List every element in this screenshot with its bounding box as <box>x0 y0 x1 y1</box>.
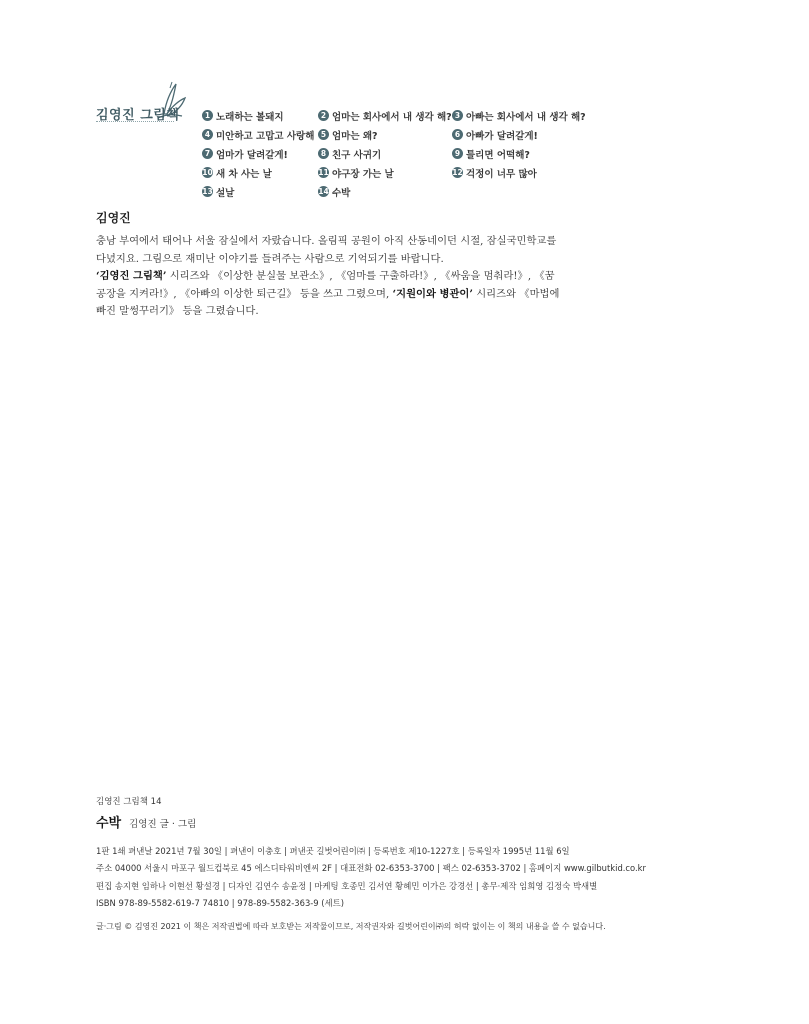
book-title: 엄마는 왜? <box>332 130 378 142</box>
book-number-badge: 9 <box>452 148 463 159</box>
book-title: 걱정이 너무 많아 <box>466 168 537 180</box>
book-number-badge: 8 <box>318 148 329 159</box>
series-item <box>452 128 622 142</box>
colophon-series: 김영진 그림책 14 <box>96 797 162 807</box>
series-title: 김영진 그림책 <box>96 108 180 123</box>
series-row <box>202 163 622 182</box>
book-number-badge: 4 <box>202 129 213 140</box>
book-number-badge: 12 <box>452 168 463 177</box>
series-item <box>202 128 318 142</box>
series-item <box>318 109 452 123</box>
author-bio <box>96 233 566 321</box>
book-number-badge: 2 <box>318 110 329 121</box>
series-item <box>318 185 452 199</box>
book-title: 아빠는 회사에서 내 생각 해? <box>466 111 586 123</box>
book-title: 노래하는 볼돼지 <box>216 111 284 123</box>
copyright-notice: 글·그림 © 김영진 2021 이 책은 저작권법에 따라 보호받는 저작물이므로, 저작권자와 길벗어린이㈜의 허락 없이는 이 책의 내용을 쓸 수 없습니다. <box>96 922 606 932</box>
book-number-badge: 5 <box>318 129 329 140</box>
publication-info: 1판 1쇄 펴낸날 2021년 7월 30일 | 펴낸이 이충호 | 펴낸곳 길벗어린이㈜ | 등록번호 제10-1227호 | 등록일자 1995년 11월 6일 <box>96 846 570 856</box>
series-title-underline <box>96 121 174 122</box>
series-item <box>202 147 318 161</box>
series-item <box>452 147 622 161</box>
series-item <box>318 128 452 142</box>
book-title: 친구 사귀기 <box>332 149 382 161</box>
bio-line: 다녔지요. 그림으로 재미난 이야기를 들려주는 사람으로 기억되기를 바랍니다. <box>96 252 444 265</box>
book-title: 엄마가 달려갈게! <box>216 149 288 161</box>
colophon-title-row <box>96 812 656 831</box>
book-title: 야구장 가는 날 <box>332 168 394 180</box>
series-row <box>202 144 622 163</box>
book-title: 엄마는 회사에서 내 생각 해? <box>332 111 452 123</box>
staff-info: 편집 송지현 임하나 이현선 황설경 | 디자인 김연수 송윤정 | 마케팅 호종민 김서연 황혜민 이가은 강경선 | 총무·제작 임희영 김정숙 박새별 <box>96 880 598 891</box>
book-title: 미안하고 고맙고 사랑해 <box>216 130 315 142</box>
bio-line: 충남 부여에서 태어나 서울 잠실에서 자랐습니다. 올림픽 공원이 아직 산동네이던 시절, 잠실국민학교를 <box>96 235 557 247</box>
book-number-badge: 6 <box>452 129 463 140</box>
series-item <box>318 147 452 161</box>
book-number-badge: 1 <box>202 110 213 121</box>
colophon <box>96 795 656 932</box>
book-number-badge: 10 <box>202 168 213 177</box>
address-info: 주소 04000 서울시 마포구 월드컵북로 45 에스디타워비엔씨 2F | 대표전화 02-6353-3700 | 팩스 02-6353-3702 | 홈페이지 www.gilbutkid.co.kr <box>96 863 646 874</box>
book-credit: 김영진 글 · 그림 <box>129 819 197 830</box>
book-title: 틀리면 어떡해? <box>466 149 530 161</box>
series-item <box>202 109 318 123</box>
series-name-highlight: ‘지원이와 병관이’ <box>392 287 473 300</box>
series-row <box>202 106 622 125</box>
bio-works <box>96 268 566 321</box>
book-number-badge: 11 <box>318 168 329 177</box>
series-row <box>202 182 622 201</box>
series-book-list <box>202 106 622 201</box>
series-row <box>202 125 622 144</box>
book-title-main: 수박 <box>96 816 122 831</box>
series-item <box>202 166 318 180</box>
isbn-info: ISBN 978-89-5582-619-7 74810 | 978-89-5582-363-9 (세트) <box>96 897 345 908</box>
series-item <box>452 109 622 123</box>
book-title: 수박 <box>332 187 351 199</box>
series-item <box>318 166 452 180</box>
series-name-highlight: ‘김영진 그림책’ <box>96 270 167 282</box>
book-number-badge: 3 <box>452 110 463 121</box>
author-name: 김영진 <box>96 211 131 225</box>
series-item <box>202 185 318 199</box>
book-title: 설날 <box>216 187 235 199</box>
book-title: 아빠가 달려갈게! <box>466 130 538 142</box>
bio-works-text: 시리즈와 《이상한 분실물 보관소》, 《엄마를 구출하라!》, 《싸움을 멈춰라!》, 《꿈 공장을 지켜라!》, 《아빠의 이상한 퇴근길》 등을 쓰고 그렸으며, <box>96 270 555 300</box>
book-number-badge: 13 <box>202 187 213 196</box>
book-number-badge: 7 <box>202 148 213 159</box>
bio-works-text: 시리즈와 《마법에 빠진 말썽꾸러기》 등을 그렸습니다. <box>96 287 560 317</box>
series-item <box>452 166 622 180</box>
book-number-badge: 14 <box>318 187 329 196</box>
book-title: 새 차 사는 날 <box>216 168 272 180</box>
